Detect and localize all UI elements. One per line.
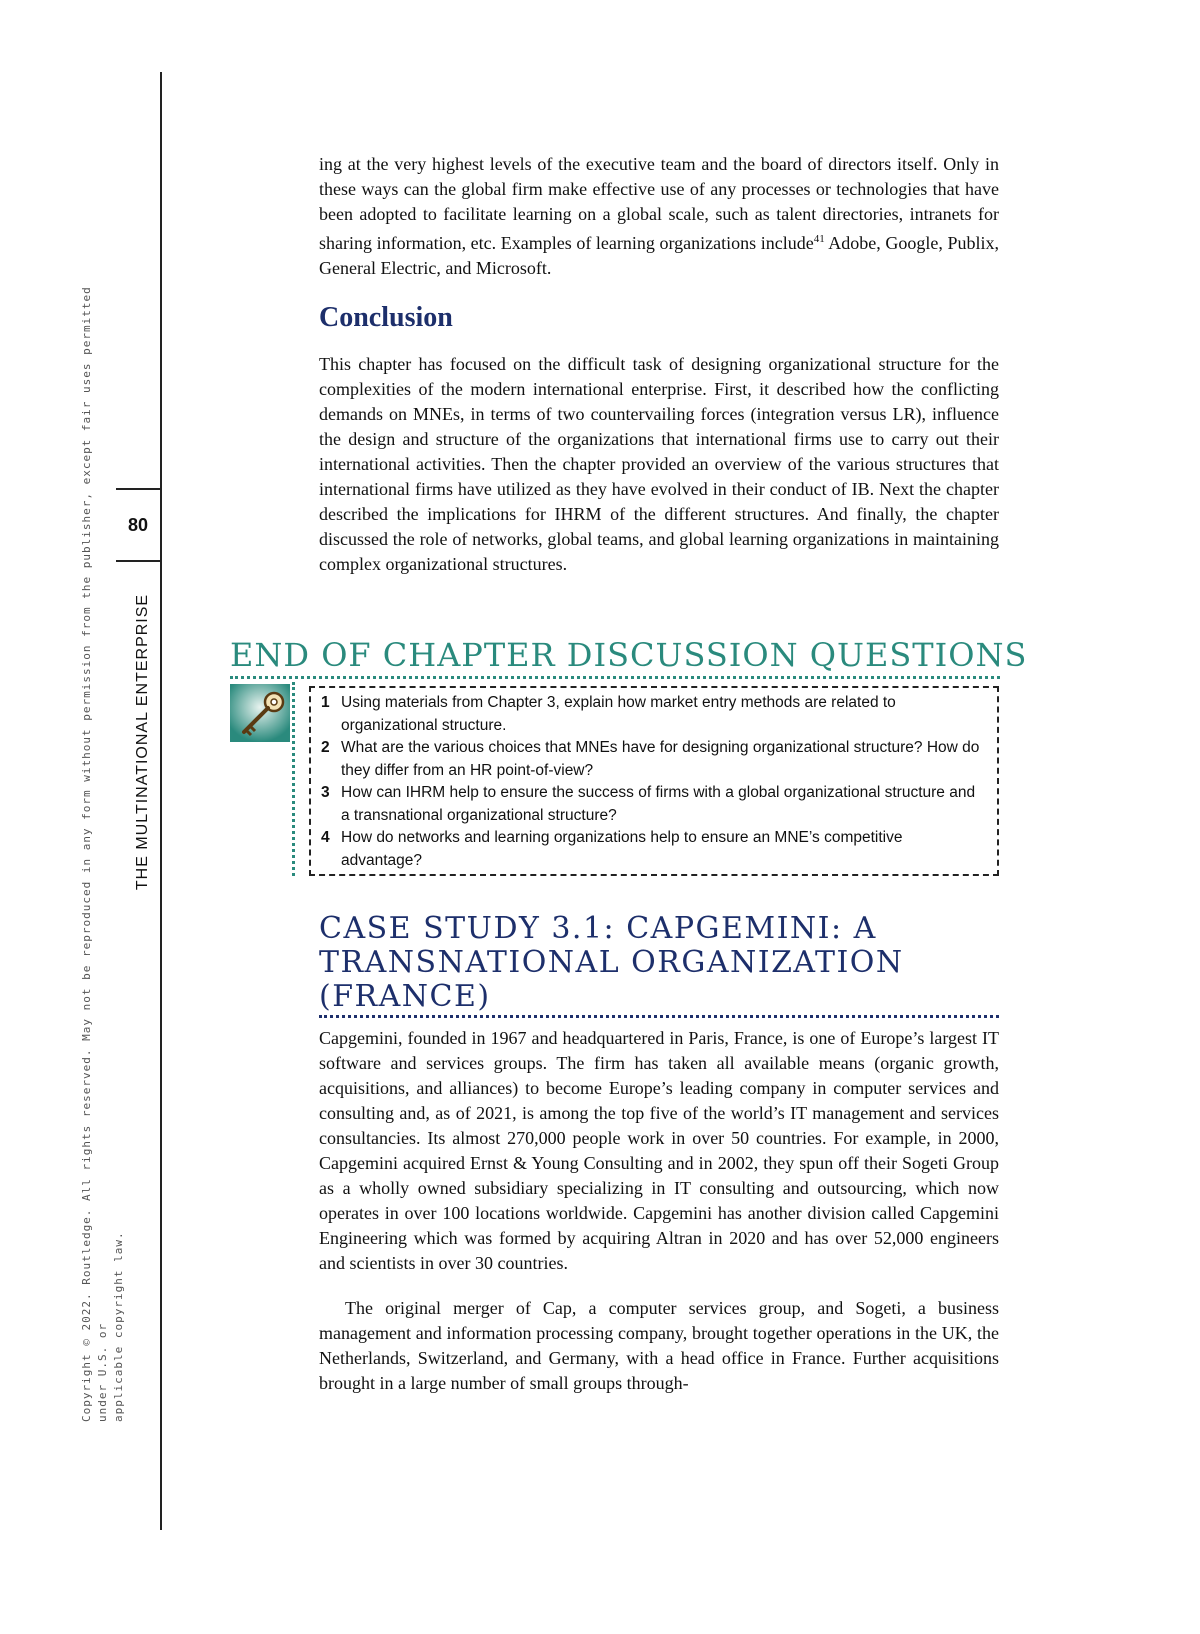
end-of-chapter-heading: END OF CHAPTER DISCUSSION QUESTIONS [230, 636, 1028, 674]
questions-dotted-rule [292, 682, 295, 876]
margin-rule [160, 72, 162, 1530]
eoc-dotted-rule [230, 676, 1000, 679]
key-icon [230, 684, 300, 744]
question-item [321, 692, 985, 737]
page-number: 80 [116, 488, 160, 562]
intro-text: ing at the very highest levels of the executive team and the board of directors itself. Only in these ways can the global firm make effective use of any processes or technologies that have been adopted to facilitate learning on a global scale, such as talent directories, intranets for sharing information, etc. Examples of learning organizations include [319, 154, 999, 253]
question-text: What are the various choices that MNEs have for designing organizational structure? How do they differ from an HR point-of-view? [341, 739, 980, 779]
question-item [321, 827, 985, 872]
question-item [321, 782, 985, 827]
case-study-title: CASE STUDY 3.1: CAPGEMINI: A TRANSNATIONAL ORGANIZATION (FRANCE) [319, 911, 904, 1014]
case-paragraph-1: Capgemini, founded in 1967 and headquartered in Paris, France, is one of Europe’s largest IT software and services groups. The firm has taken all available means (organic growth, acquisitions, and alliances) to become Europe’s leading company in computer services and consulting and, as of 2021, is among the top five of the world’s IT management and services consultancies. Its almost 270,000 people work in over 50 countries. For example, in 2000, Capgemini acquired Ernst & Young Consulting and in 2002, they spun off their Sogeti Group as a wholly owned subsidiary specializing in IT consulting and outsourcing, which now operates in over 100 locations worldwide. Capgemini has another division called Capgemini Engineering which was formed by acquiring Altran in 2020 and has over 52,000 engineers and scientists in over 30 countries. [319, 1028, 999, 1273]
footnote-ref: 41 [813, 233, 825, 245]
discussion-questions-box [309, 686, 999, 876]
question-text: How can IHRM help to ensure the success of firms with a global organizational structure and a transnational organizational structure? [341, 784, 976, 824]
case-dotted-rule [319, 1015, 999, 1018]
intro-paragraph [319, 152, 999, 281]
question-number: 3 [321, 784, 330, 801]
question-number: 2 [321, 739, 330, 756]
copyright-line-2: applicable copyright law. [112, 1231, 125, 1422]
question-number: 1 [321, 694, 330, 711]
question-number: 4 [321, 829, 330, 846]
conclusion-paragraph: This chapter has focused on the difficult task of designing organizational structure for the complexities of the modern international enterprise. First, it described how the conflicting demands on MNEs, in terms of two countervailing forces (integration versus LR), influence the design and structure of the organizations that international firms use to carry out their international activities. Then the chapter provided an overview of the various structures that international firms have utilized as they have evolved in their conduct of IB. Next the chapter described the implications for IHRM of the different structures. And finally, the chapter discussed the role of networks, global teams, and global learning organizations in maintaining complex organizational structures. [319, 354, 999, 574]
case-paragraph-2: The original merger of Cap, a computer services group, and Sogeti, a business management and information processing company, brought together operations in the UK, the Netherlands, Switzerland, and Germany, with a head office in France. Further acquisitions brought in a large number of small groups through- [319, 1298, 999, 1393]
question-item [321, 737, 985, 782]
conclusion-heading: Conclusion [319, 302, 453, 333]
copyright-notice [79, 242, 127, 1422]
running-head: THE MULTINATIONAL ENTERPRISE [134, 593, 151, 891]
copyright-line-1: Copyright © 2022. Routledge. All rights reserved. May not be reproduced in any form without permission from the publisher, except fair uses permitted under U.S. or [80, 286, 109, 1422]
intro-text-end: Adobe, Google, Publix, General Electric, and Microsoft. [319, 233, 999, 278]
question-text: How do networks and learning organizations help to ensure an MNE’s competitive advantage? [341, 829, 903, 869]
question-text: Using materials from Chapter 3, explain how market entry methods are related to organizational structure. [341, 694, 896, 734]
